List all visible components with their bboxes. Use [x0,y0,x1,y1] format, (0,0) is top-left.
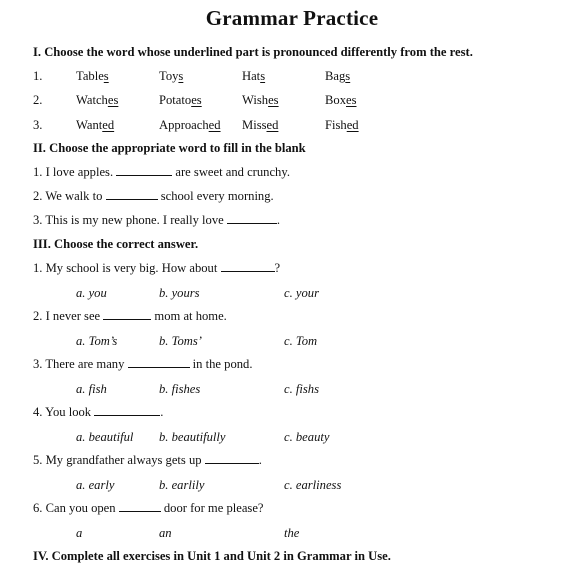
answer-option[interactable]: a. fish [76,382,107,396]
answer-blank[interactable] [221,260,275,272]
answer-option[interactable]: a. beautiful [76,430,134,444]
section-4-heading: IV. Complete all exercises in Unit 1 and Unit 2 in Grammar in Use. [33,549,391,563]
section-2-heading: II. Choose the appropriate word to fill in the blank [33,141,306,155]
word-option: Hats [242,69,266,83]
answer-option[interactable]: the [284,526,300,540]
section-3-heading: III. Choose the correct answer. [33,237,199,251]
answer-blank[interactable] [119,500,161,512]
fill-blank-item: 1. I love apples. are sweet and crunchy. [33,165,290,179]
word-option: Potatoes [159,93,202,107]
answer-option[interactable]: b. beautifully [159,430,226,444]
section-1-heading: I. Choose the word whose underlined part is pronounced differently from the rest. [33,45,473,59]
row-number: 3. [33,118,43,132]
question: 4. You look . [33,405,164,419]
fill-blank-item: 2. We walk to school every morning. [33,189,274,203]
row-number: 2. [33,93,43,107]
answer-option[interactable]: c. fishs [284,382,319,396]
answer-blank[interactable] [205,452,259,464]
word-option: Boxes [325,93,357,107]
row-number: 1. [33,69,43,83]
answer-option[interactable]: c. Tom [284,334,318,348]
answer-blank[interactable] [227,212,277,224]
answer-option[interactable]: an [159,526,172,540]
question: 5. My grandfather always gets up . [33,453,262,467]
answer-option[interactable]: c. beauty [284,430,330,444]
answer-option[interactable]: b. yours [159,286,200,300]
question: 1. My school is very big. How about ? [33,261,281,275]
answer-blank[interactable] [116,164,172,176]
answer-option[interactable]: c. earliness [284,478,342,492]
answer-option[interactable]: b. fishes [159,382,201,396]
answer-option[interactable]: a [76,526,83,540]
answer-blank[interactable] [106,188,158,200]
word-option: Watches [76,93,119,107]
word-option: Tables [76,69,109,83]
answer-option[interactable]: b. Toms’ [159,334,202,348]
word-option: Missed [242,118,279,132]
answer-blank[interactable] [103,308,151,320]
word-option: Fished [325,118,359,132]
answer-option[interactable]: a. you [76,286,107,300]
answer-blank[interactable] [128,356,190,368]
answer-option[interactable]: b. earlily [159,478,205,492]
fill-blank-item: 3. This is my new phone. I really love . [33,213,281,227]
word-option: Wanted [76,118,115,132]
word-option: Approached [159,118,221,132]
answer-blank[interactable] [94,404,160,416]
answer-option[interactable]: a. early [76,478,115,492]
word-option: Bags [325,69,351,83]
question: 2. I never see mom at home. [33,309,227,323]
question: 3. There are many in the pond. [33,357,253,371]
word-option: Wishes [242,93,279,107]
word-option: Toys [159,69,184,83]
answer-option[interactable]: c. your [284,286,319,300]
question: 6. Can you open door for me please? [33,501,264,515]
answer-option[interactable]: a. Tom’s [76,334,118,348]
page-title: Grammar Practice [205,6,379,30]
